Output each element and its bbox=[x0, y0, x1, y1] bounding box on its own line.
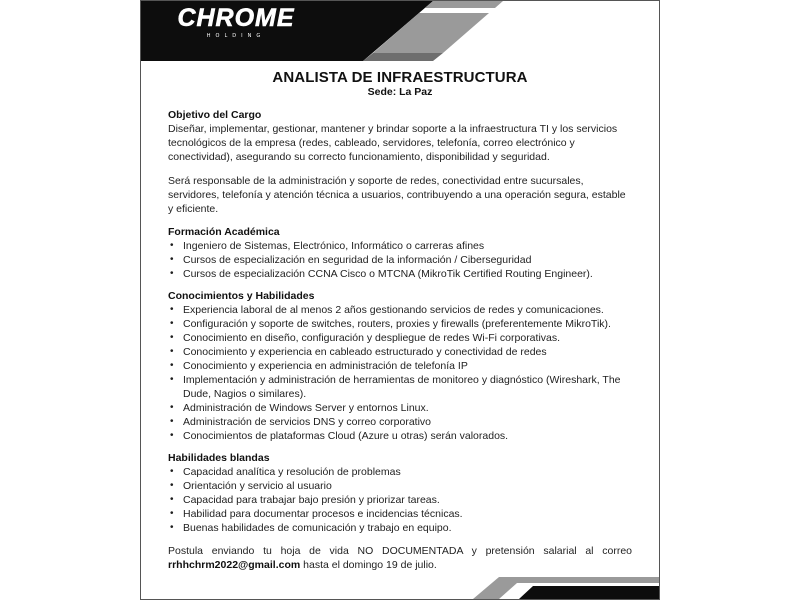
list-item: • Cursos de especialización en seguridad de la información / Ciberseguridad bbox=[168, 253, 632, 267]
list-item: • Capacidad para trabajar bajo presión y priorizar tareas. bbox=[168, 493, 632, 507]
contact-email: rrhhchrm2022@gmail.com bbox=[168, 559, 301, 571]
footer-corner-graphic bbox=[459, 577, 659, 599]
logo-subtitle: HOLDING bbox=[206, 33, 266, 39]
list-item: • Implementación y administración de herramientas de monitoreo y diagnóstico (Wireshark, The Dude, Nagios o similares). bbox=[168, 373, 632, 401]
list-item: • Experiencia laboral de al menos 2 años gestionando servicios de redes y comunicaciones. bbox=[168, 303, 632, 317]
closing-text: Postula enviando tu hoja de vida NO DOCUMENTADA y pretensión salarial al correo bbox=[168, 545, 632, 557]
list-item: • Capacidad analítica y resolución de problemas bbox=[168, 465, 632, 479]
list-item: • Conocimiento y experiencia en administración de telefonía IP bbox=[168, 359, 632, 373]
list-item: • Cursos de especialización CCNA Cisco o MTCNA (MikroTik Certified Routing Engineer). bbox=[168, 267, 632, 281]
responsibility-paragraph: Será responsable de la administración y soporte de redes, conectividad entre sucursales, servidores, telefonía y atención técnica a usuarios, contribuyendo a una operación segura, estable y eficiente. bbox=[168, 175, 626, 215]
logo-wordmark: CHROME bbox=[177, 4, 295, 32]
list-item: • Conocimientos de plataformas Cloud (Azure u otras) serán valorados. bbox=[168, 429, 632, 443]
posting-content bbox=[168, 69, 632, 572]
list-item: • Administración de Windows Server y entornos Linux. bbox=[168, 401, 632, 415]
soft-skills-list bbox=[168, 465, 632, 535]
list-item: • Administración de servicios DNS y correo corporativo bbox=[168, 415, 632, 429]
company-logo bbox=[167, 3, 305, 47]
list-item: • Configuración y soporte de switches, routers, proxies y firewalls (preferentemente MikroTik). bbox=[168, 317, 632, 331]
list-item: • Conocimiento en diseño, configuración y despliegue de redes Wi-Fi corporativas. bbox=[168, 331, 632, 345]
list-item: • Orientación y servicio al usuario bbox=[168, 479, 632, 493]
list-item: • Habilidad para documentar procesos e incidencias técnicas. bbox=[168, 507, 632, 521]
soft-skills-heading: Habilidades blandas bbox=[168, 452, 270, 464]
objective-heading: Objetivo del Cargo bbox=[168, 109, 262, 121]
header-banner bbox=[141, 1, 660, 61]
closing-deadline: hasta el domingo 19 de julio. bbox=[303, 559, 437, 571]
skills-heading: Conocimientos y Habilidades bbox=[168, 290, 315, 302]
job-location: Sede: La Paz bbox=[367, 86, 433, 98]
job-posting-sheet bbox=[140, 0, 660, 600]
skills-list bbox=[168, 303, 632, 443]
list-item: • Ingeniero de Sistemas, Electrónico, Informático o carreras afines bbox=[168, 239, 632, 253]
education-heading: Formación Académica bbox=[168, 226, 280, 238]
education-list bbox=[168, 239, 632, 281]
list-item: • Buenas habilidades de comunicación y trabajo en equipo. bbox=[168, 521, 632, 535]
objective-paragraph: Diseñar, implementar, gestionar, mantener y brindar soporte a la infraestructura TI y los servicios tecnológicos de la empresa (redes, cableado, servidores, telefonía, correo electrónico y conectividad), asegurando su correcto funcionamiento, disponibilidad y seguridad. bbox=[168, 123, 618, 163]
application-instructions bbox=[168, 544, 632, 572]
job-title: ANALISTA DE INFRAESTRUCTURA bbox=[272, 69, 528, 86]
list-item: • Conocimiento y experiencia en cableado estructurado y conectividad de redes bbox=[168, 345, 632, 359]
